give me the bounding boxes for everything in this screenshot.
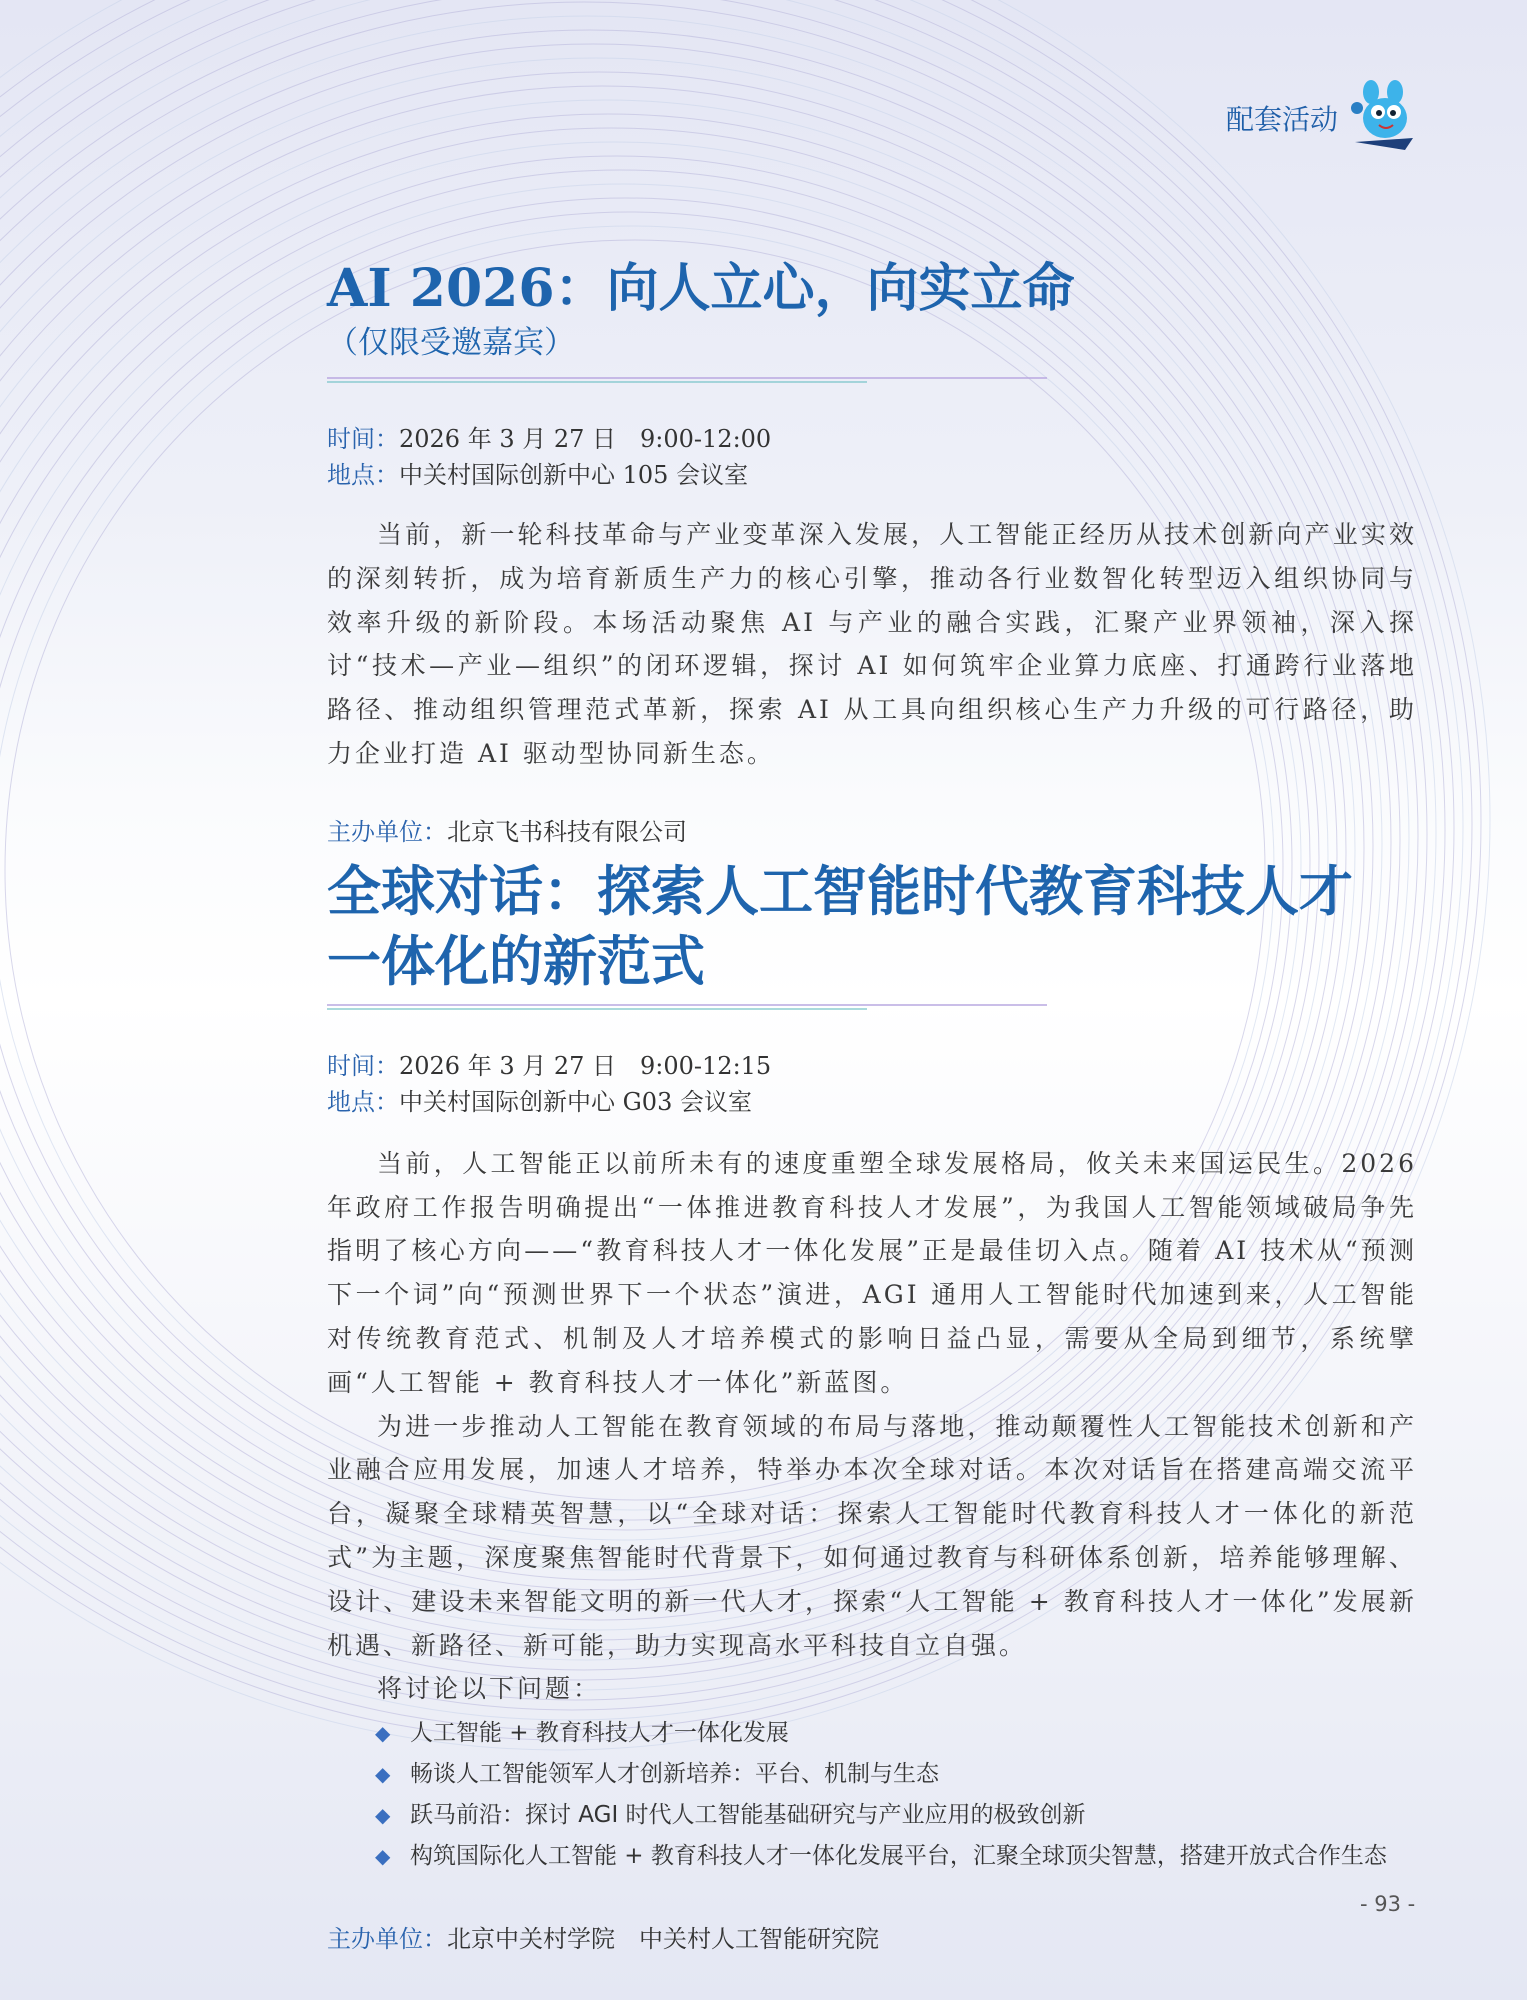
event1-title: AI 2026：向人立心，向实立命 <box>327 258 1075 319</box>
diamond-bullet-icon: ◆ <box>375 1762 391 1787</box>
host-label: 主办单位： <box>327 817 447 846</box>
list-item: ◆ 跃马前沿：探讨 AGI 时代人工智能基础研究与产业应用的极致创新 <box>375 1795 1417 1836</box>
event1-host <box>327 814 1417 850</box>
time-value: 2026 年 3 月 27 日 9:00-12:15 <box>399 1051 772 1080</box>
section-tag: 配套活动 <box>1226 103 1339 136</box>
host-value: 北京飞书科技有限公司 <box>447 817 687 846</box>
event2-time <box>327 1048 1417 1084</box>
place-value: 中关村国际创新中心 G03 会议室 <box>399 1087 752 1116</box>
time-label: 时间： <box>327 1051 399 1080</box>
event2-title-line1: 全球对话：探索人工智能时代教育科技人才 <box>327 858 1353 923</box>
host-value: 北京中关村学院 中关村人工智能研究院 <box>447 1925 879 1954</box>
event2-host <box>327 1921 1417 1957</box>
host-label: 主办单位： <box>327 1925 447 1954</box>
place-label: 地点： <box>327 461 399 489</box>
diamond-bullet-icon: ◆ <box>375 1844 391 1869</box>
time-value: 2026 年 3 月 27 日 9:00-12:00 <box>399 425 772 453</box>
event2-place <box>327 1084 1417 1120</box>
content-column <box>327 255 1417 1957</box>
place-label: 地点： <box>327 1087 399 1116</box>
page-number: - 93 - <box>1360 1892 1416 1916</box>
event1-subtitle: （仅限受邀嘉宾） <box>327 325 575 361</box>
list-item: ◆ 构筑国际化人工智能 + 教育科技人才一体化发展平台，汇聚全球顶尖智慧，搭建开放式合作生态 <box>375 1836 1417 1877</box>
mascot-icon <box>1345 80 1420 155</box>
place-value: 中关村国际创新中心 105 会议室 <box>399 461 749 489</box>
time-label: 时间： <box>327 425 399 453</box>
list-item: ◆ 人工智能 + 教育科技人才一体化发展 <box>375 1713 1417 1754</box>
event2-description-1: 当前，人工智能正以前所未有的速度重塑全球发展格局，攸关未来国运民生。2026 年政府工作报告明确提出“一体推进教育科技人才发展”，为我国人工智能领域破局争先指明了核心方向——“教育科技人才一体化发展”正是最佳切入点。随着 AI 技术从“预测下一个词”向“预测世界下一个状态”演进，AGI 通用人工智能时代加速到来，人工智能对传统教育范式、机制及人才培养模式的影响日益凸显，需要从全局到细节，系统擘画“人工智能 + 教育科技人才一体化”新蓝图。 <box>327 1148 1417 1397</box>
event1-place <box>327 457 1417 493</box>
event1-description: 当前，新一轮科技革命与产业变革深入发展，人工智能正经历从技术创新向产业实效的深刻转折，成为培育新质生产力的核心引擎，推动各行业数智化转型迈入组织协同与效率升级的新阶段。本场活动聚焦 AI 与产业的融合实践，汇聚产业界领袖，深入探讨“技术—产业—组织”的闭环逻辑，探讨 AI 如何筑牢企业算力底座、打通跨行业落地路径、推动组织管理范式革新，探索 AI 从工具向组织核心生产力升级的可行路径，助力企业打造 AI 驱动型协同新生态。 <box>327 520 1417 768</box>
event1-time <box>327 421 1417 457</box>
diamond-bullet-icon: ◆ <box>375 1803 391 1828</box>
event2-title-line2: 一体化的新范式 <box>327 928 705 993</box>
topics-intro: 将讨论以下问题： <box>377 1674 602 1704</box>
title-divider <box>327 1004 1047 1010</box>
title-divider <box>327 377 1047 383</box>
event2-description-2: 为进一步推动人工智能在教育领域的布局与落地，推动颠覆性人工智能技术创新和产业融合应用发展，加速人才培养，特举办本次全球对话。本次对话旨在搭建高端交流平台，凝聚全球精英智慧，以“全球对话：探索人工智能时代教育科技人才一体化的新范式”为主题，深度聚焦智能时代背景下，如何通过教育与科研体系创新，培养能够理解、设计、建设未来智能文明的新一代人才，探索“人工智能 + 教育科技人才一体化”发展新机遇、新路径、新可能，助力实现高水平科技自立自强。 <box>327 1411 1417 1660</box>
event2-title <box>327 856 1417 996</box>
topics-list <box>327 1713 1417 1877</box>
list-item: ◆ 畅谈人工智能领军人才创新培养：平台、机制与生态 <box>375 1754 1417 1795</box>
diamond-bullet-icon: ◆ <box>375 1721 391 1746</box>
